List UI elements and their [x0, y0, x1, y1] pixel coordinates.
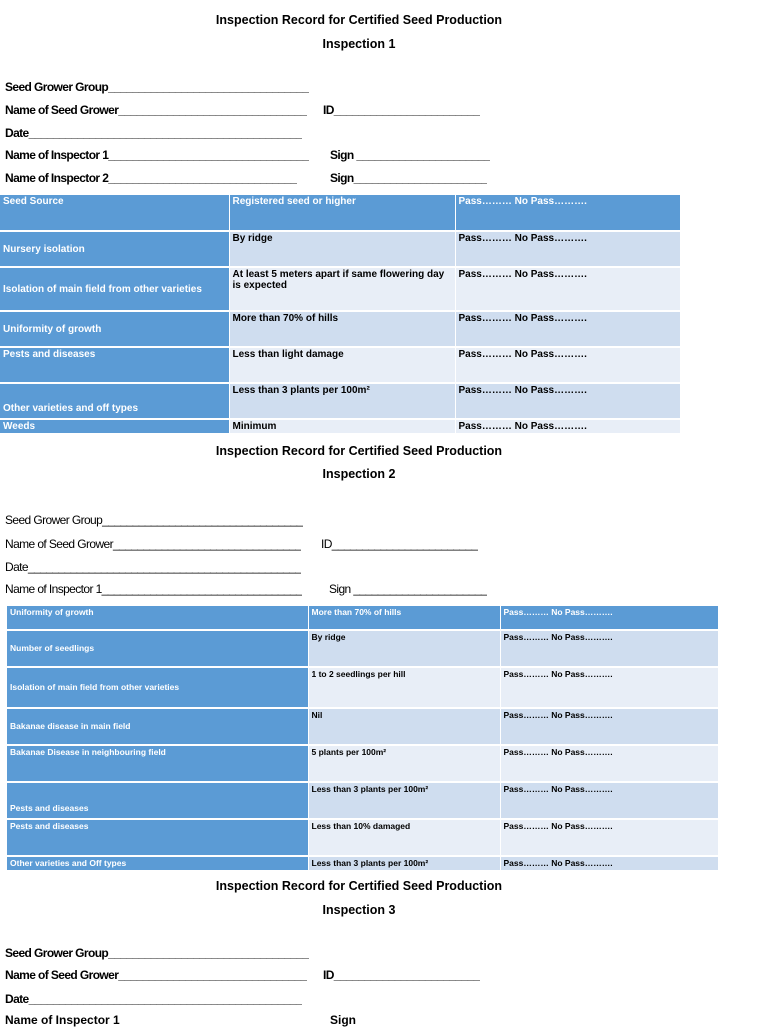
criterion-standard: At least 5 meters apart if same flowering day is expected	[229, 267, 455, 311]
inspection-heading: Inspection 1	[322, 37, 396, 51]
pass-no-pass-field[interactable]: Pass……… No Pass……….	[500, 630, 718, 667]
criterion-label: Uniformity of growth	[7, 606, 308, 630]
criterion-standard: Less than 10% damaged	[308, 819, 500, 856]
inspector-1-name-field[interactable]: Name of Inspector 1_________________________________	[5, 148, 309, 162]
criterion-standard: Less than light damage	[229, 347, 455, 383]
id-field[interactable]: ID________________________	[323, 103, 480, 117]
table-row	[7, 819, 718, 856]
criterion-standard: 1 to 2 seedlings per hill	[308, 667, 500, 708]
criterion-label: Bakanae disease in main field	[7, 708, 308, 745]
id-field[interactable]: ID________________________	[321, 537, 478, 551]
seed-grower-group-field[interactable]: Seed Grower Group_________________________________	[5, 80, 309, 94]
table-row	[0, 231, 680, 267]
criterion-label: Isolation of main field from other varieties	[0, 267, 229, 311]
criterion-label: Other varieties and off types	[0, 383, 229, 419]
seed-grower-name-field[interactable]: Name of Seed Grower_______________________________	[5, 968, 307, 982]
pass-no-pass-field[interactable]: Pass……… No Pass……….	[455, 195, 680, 231]
pass-no-pass-field[interactable]: Pass……… No Pass……….	[455, 231, 680, 267]
pass-no-pass-field[interactable]: Pass……… No Pass……….	[455, 267, 680, 311]
inspector-1-sign-field[interactable]: Sign ______________________	[330, 148, 490, 162]
criterion-standard: More than 70% of hills	[229, 311, 455, 347]
criterion-standard: Less than 3 plants per 100m²	[308, 856, 500, 871]
table-row	[0, 419, 680, 434]
pass-no-pass-field[interactable]: Pass……… No Pass……….	[455, 311, 680, 347]
seed-grower-name-field[interactable]: Name of Seed Grower_______________________________	[5, 103, 307, 117]
pass-no-pass-field[interactable]: Pass……… No Pass……….	[500, 606, 718, 630]
pass-no-pass-field[interactable]: Pass……… No Pass……….	[455, 383, 680, 419]
table-row	[7, 782, 718, 819]
inspector-1-sign-field[interactable]: Sign	[330, 1013, 356, 1027]
table-row	[0, 195, 680, 231]
criterion-standard: More than 70% of hills	[308, 606, 500, 630]
criterion-label: Other varieties and Off types	[7, 856, 308, 871]
form-title: Inspection Record for Certified Seed Production	[215, 13, 503, 27]
table-row	[7, 667, 718, 708]
inspection-heading: Inspection 3	[322, 903, 396, 917]
criterion-standard: Minimum	[229, 419, 455, 434]
table-row	[7, 630, 718, 667]
criterion-label: Seed Source	[0, 195, 229, 231]
inspector-2-sign-field[interactable]: Sign______________________	[330, 171, 488, 185]
criterion-label: Bakanae Disease in neighbouring field	[7, 745, 308, 782]
table-row	[7, 856, 718, 871]
inspection-1-table	[0, 195, 681, 435]
table-row	[7, 745, 718, 782]
inspection-heading: Inspection 2	[322, 467, 396, 481]
criterion-label: Isolation of main field from other varieties	[7, 667, 308, 708]
criterion-standard: By ridge	[308, 630, 500, 667]
criterion-label: Pests and diseases	[0, 347, 229, 383]
date-field[interactable]: Date_____________________________________________	[5, 992, 302, 1006]
table-row	[7, 708, 718, 745]
pass-no-pass-field[interactable]: Pass……… No Pass……….	[500, 819, 718, 856]
table-row	[0, 311, 680, 347]
criterion-label: Pests and diseases	[7, 782, 308, 819]
table-row	[0, 347, 680, 383]
seed-grower-group-field[interactable]: Seed Grower Group_________________________________	[5, 946, 309, 960]
criterion-standard: Nil	[308, 708, 500, 745]
criterion-label: Nursery isolation	[0, 231, 229, 267]
pass-no-pass-field[interactable]: Pass……… No Pass……….	[500, 782, 718, 819]
pass-no-pass-field[interactable]: Pass……… No Pass……….	[455, 419, 680, 434]
table-row	[0, 383, 680, 419]
pass-no-pass-field[interactable]: Pass……… No Pass……….	[500, 745, 718, 782]
inspection-2-table	[7, 606, 719, 872]
table-row	[0, 267, 680, 311]
id-field[interactable]: ID________________________	[323, 968, 480, 982]
criterion-standard: 5 plants per 100m²	[308, 745, 500, 782]
criterion-standard: Less than 3 plants per 100m²	[308, 782, 500, 819]
inspector-1-name-field[interactable]: Name of Inspector 1_________________________________	[5, 582, 303, 596]
table-row	[7, 606, 718, 630]
criterion-standard: Registered seed or higher	[229, 195, 455, 231]
pass-no-pass-field[interactable]: Pass……… No Pass……….	[455, 347, 680, 383]
date-field[interactable]: Date_____________________________________________	[5, 560, 302, 574]
inspector-2-name-field[interactable]: Name of Inspector 2_______________________________	[5, 171, 297, 185]
seed-grower-group-field[interactable]: Seed Grower Group_________________________________	[5, 513, 303, 527]
seed-grower-name-field[interactable]: Name of Seed Grower_______________________________	[5, 537, 302, 551]
criterion-label: Weeds	[0, 419, 229, 434]
criterion-standard: Less than 3 plants per 100m²	[229, 383, 455, 419]
form-title: Inspection Record for Certified Seed Production	[215, 444, 503, 458]
pass-no-pass-field[interactable]: Pass……… No Pass……….	[500, 708, 718, 745]
date-field[interactable]: Date_____________________________________________	[5, 126, 302, 140]
pass-no-pass-field[interactable]: Pass……… No Pass……….	[500, 667, 718, 708]
inspector-1-name-field[interactable]: Name of Inspector 1	[5, 1013, 120, 1027]
criterion-label: Pests and diseases	[7, 819, 308, 856]
inspector-1-sign-field[interactable]: Sign ______________________	[329, 582, 487, 596]
pass-no-pass-field[interactable]: Pass……… No Pass……….	[500, 856, 718, 871]
form-title: Inspection Record for Certified Seed Production	[215, 879, 503, 893]
criterion-standard: By ridge	[229, 231, 455, 267]
criterion-label: Uniformity of growth	[0, 311, 229, 347]
criterion-label: Number of seedlings	[7, 630, 308, 667]
